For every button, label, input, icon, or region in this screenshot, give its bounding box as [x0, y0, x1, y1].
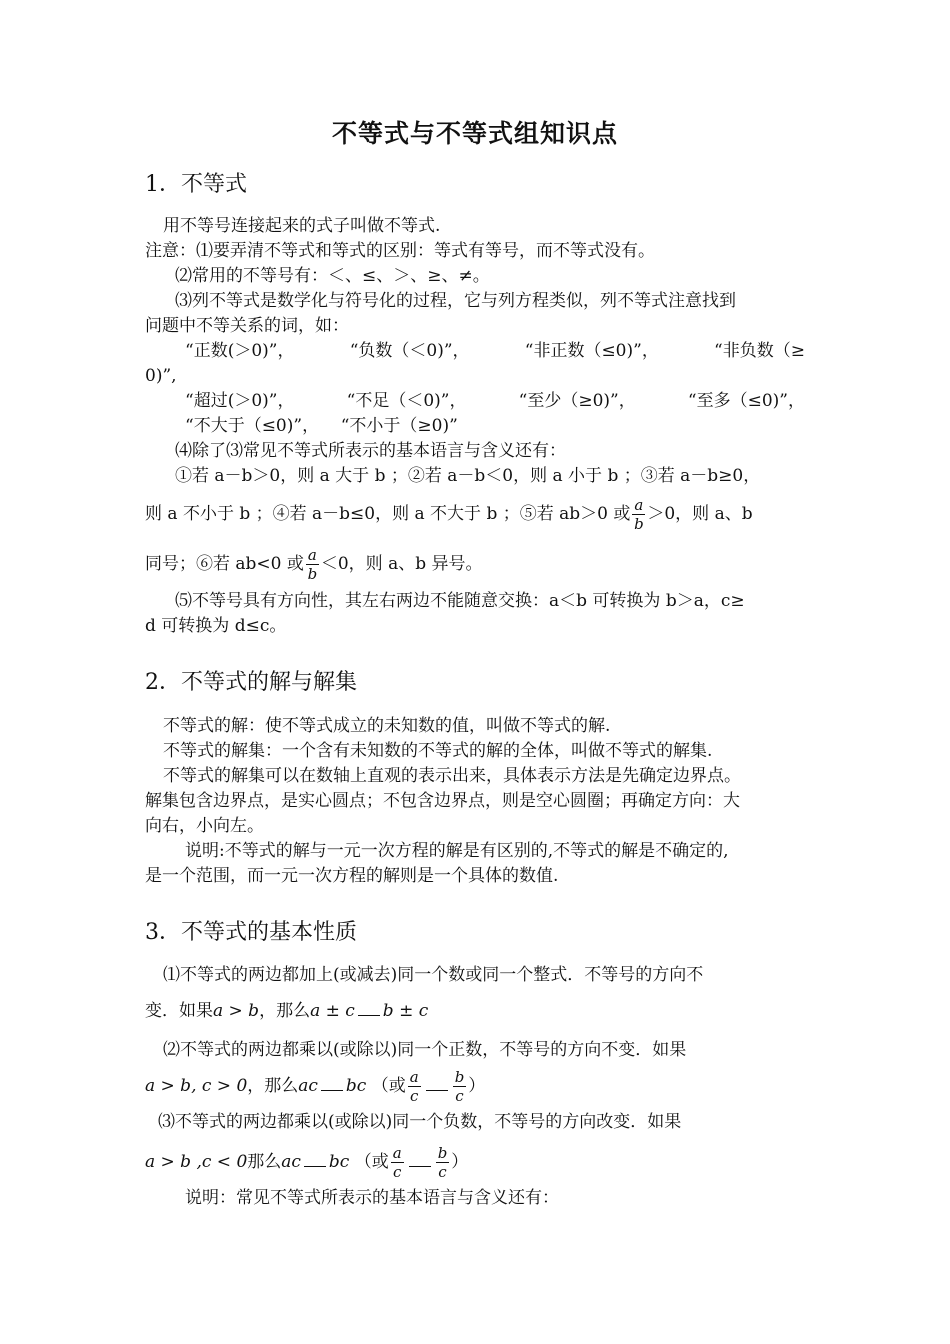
explanation-line-1: 说明:不等式的解与一元一次方程的解是有区别的,不等式的解是不确定的,: [185, 841, 729, 861]
keyword-item: “不大于（≤0)”，: [185, 416, 320, 436]
rule-line-1: ①若 a－b＞0，则 a 大于 b ；②若 a－b＜0，则 a 小于 b ；③若 a－b≥0，: [175, 466, 761, 486]
note-5-line-1: ⑸不等号具有方向性，其左右两边不能随意交换：a＜b 可转换为 b＞a，c≥: [175, 591, 745, 611]
keyword-item: “超过(＞0)”，: [185, 391, 295, 411]
keyword-item: “负数（＜0)”，: [349, 341, 470, 361]
explanation-line-2: 是一个范围，而一元一次方程的解则是一个具体的数值.: [145, 866, 559, 886]
note-1: 注意：⑴要弄清不等式和等式的区别：等式有等号，而不等式没有。: [145, 241, 655, 261]
keyword-item: “非负数（≥: [714, 341, 805, 361]
keyword-item: “正数(＞0)”，: [185, 341, 295, 361]
fraction-b-over-c: $\frac{b}{c}$: [437, 1144, 448, 1181]
condition-expression: a > b: [213, 1001, 260, 1021]
keyword-row-3: [185, 414, 458, 438]
fraction-b-over-c: $\frac{b}{c}$: [454, 1068, 465, 1105]
keyword-row-1-tail: 0)”,: [145, 366, 177, 386]
condition-expression: a > b, c > 0: [145, 1076, 248, 1096]
fraction-a-over-b: $\frac{a}{b}$: [634, 496, 644, 533]
section-heading-2: 2．不等式的解与解集: [145, 670, 357, 695]
property-1-line-1: ⑴不等式的两边都加上(或减去)同一个数或同一个整式．不等号的方向不: [163, 965, 704, 985]
note-5-line-2: d 可转换为 d≤c。: [145, 616, 287, 636]
fraction-a-over-c: $\frac{a}{c}$: [392, 1144, 402, 1181]
number-line-text-3: 向右，小向左。: [145, 816, 264, 836]
fill-blank: [409, 1166, 431, 1167]
rule-line-3: 同号；⑥若 ab<0 或 $\frac{a}{b}$ ＜0，则 a、b 异号。: [145, 546, 483, 583]
fill-blank: [358, 1015, 380, 1016]
closing-note: 说明：常见不等式所表示的基本语言与含义还有：: [185, 1188, 559, 1208]
keyword-item: “非正数（≤0)”，: [524, 341, 659, 361]
property-2-line-1: ⑵不等式的两边都乘以(或除以)同一个正数，不等号的方向不变．如果: [163, 1040, 687, 1060]
property-3-line-1: ⑶不等式的两边都乘以(或除以)同一个负数，不等号的方向改变．如果: [158, 1112, 682, 1132]
rule-line-2: 则 a 不小于 b ；④若 a－b≤0，则 a 不大于 b ；⑤若 ab＞0 或 $\frac{a}{b}$ ＞0，则 a、b: [145, 496, 753, 533]
section-heading-3: 3．不等式的基本性质: [145, 920, 357, 945]
definition-text: 用不等号连接起来的式子叫做不等式.: [163, 216, 441, 236]
fill-blank: [304, 1166, 326, 1167]
number-line-text-2: 解集包含边界点，是实心圆点；不包含边界点，则是空心圆圈；再确定方向：大: [145, 791, 740, 811]
section-heading-1: 1．不等式: [145, 172, 247, 197]
keyword-item: “不足（＜0)”，: [346, 391, 467, 411]
note-3-line-1: ⑶列不等式是数学化与符号化的过程，它与列方程类似，列不等式注意找到: [175, 291, 736, 311]
note-2: ⑵常用的不等号有：＜、≤、＞、≥、≠。: [175, 266, 490, 286]
solution-definition: 不等式的解：使不等式成立的未知数的值，叫做不等式的解.: [163, 716, 611, 736]
solution-set-definition: 不等式的解集：一个含有未知数的不等式的解的全体，叫做不等式的解集.: [163, 741, 713, 761]
fraction-a-over-b: $\frac{a}{b}$: [307, 546, 318, 583]
property-1-line-2: 变．如果a > b，那么a ± c b ± c: [145, 1001, 429, 1021]
condition-expression: a > b ,c < 0: [145, 1152, 248, 1172]
number-line-text-1: 不等式的解集可以在数轴上直观的表示出来，具体表示方法是先确定边界点。: [163, 766, 741, 786]
keyword-item: “至少（≥0)”，: [518, 391, 636, 411]
note-4: ⑷除了⑶常见不等式所表示的基本语言与含义还有：: [175, 441, 566, 461]
keyword-item: “至多（≤0)”，: [687, 391, 805, 411]
keyword-item: “不小于（≥0)”: [340, 416, 458, 436]
property-2-line-2: a > b, c > 0，那么ac bc （或 $\frac{a}{c}$ $\frac{b}{c}$ ）: [145, 1068, 486, 1105]
page-title: 不等式与不等式组知识点: [331, 119, 618, 148]
keyword-row-2: [185, 389, 805, 413]
keyword-row-1: [185, 339, 805, 363]
fill-blank: [321, 1090, 343, 1091]
note-3-line-2: 问题中不等关系的词，如：: [145, 316, 349, 336]
property-3-line-2: a > b ,c < 0那么ac bc （或 $\frac{a}{c}$ $\frac{b}{c}$ ）: [145, 1144, 469, 1181]
fill-blank: [426, 1090, 448, 1091]
fraction-a-over-c: $\frac{a}{c}$: [409, 1068, 419, 1105]
